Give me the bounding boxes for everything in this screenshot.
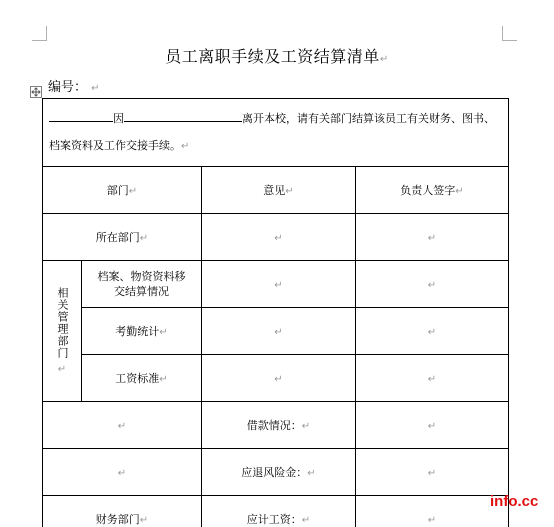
page-corner-mark-top-left bbox=[32, 26, 47, 41]
name-blank[interactable] bbox=[49, 109, 113, 122]
paragraph-mark: ↵ bbox=[57, 364, 67, 375]
paragraph-mark: ↵ bbox=[455, 186, 464, 197]
opinion-cell[interactable] bbox=[202, 214, 356, 261]
salary-standard-cell: 工资标准↵ bbox=[82, 355, 202, 402]
paragraph-mark: ↵ bbox=[139, 515, 149, 526]
paragraph-mark: ↵ bbox=[427, 373, 437, 385]
paragraph-mark: ↵ bbox=[285, 186, 294, 197]
table-row bbox=[43, 261, 509, 308]
finance-department-cell: 财务部门↵ bbox=[43, 496, 202, 527]
clearance-table bbox=[42, 98, 509, 527]
paragraph-mark: ↵ bbox=[91, 83, 100, 94]
signature-cell[interactable] bbox=[356, 402, 509, 449]
intro-line-1-text: 离开本校，请有关部门结算该员工有关财务、图书、 bbox=[242, 112, 495, 125]
table-row bbox=[43, 214, 509, 261]
intro-cell bbox=[43, 99, 509, 167]
signature-cell[interactable] bbox=[356, 308, 509, 355]
table-row bbox=[43, 496, 509, 527]
paragraph-mark: ↵ bbox=[307, 468, 316, 479]
serial-label: 编号： bbox=[48, 80, 88, 95]
risk-refund-cell: 应退风险金：↵ bbox=[202, 449, 356, 496]
own-department-cell: 所在部门↵ bbox=[43, 214, 202, 261]
paragraph-mark: ↵ bbox=[274, 232, 283, 244]
table-row bbox=[43, 308, 509, 355]
title-text: 员工离职手续及工资结算清单 bbox=[165, 47, 380, 66]
header-opinion: 意见↵ bbox=[202, 167, 356, 214]
watermark-logo: info.cc bbox=[490, 493, 539, 510]
paragraph-mark: ↵ bbox=[427, 279, 437, 291]
archives-materials-cell: 档案、物资资料移交结算情况 bbox=[82, 261, 202, 308]
reason-word: 因 bbox=[113, 112, 124, 125]
intro-line-2-text: 档案资料及工作交接手续。 bbox=[49, 139, 181, 152]
intro-row bbox=[43, 99, 509, 167]
document-title bbox=[0, 44, 554, 67]
empty-department-cell[interactable] bbox=[43, 449, 202, 496]
intro-line-2 bbox=[49, 132, 502, 160]
page-corner-mark-top-right bbox=[502, 26, 517, 41]
header-row bbox=[43, 167, 509, 214]
opinion-cell[interactable] bbox=[202, 308, 356, 355]
paragraph-mark: ↵ bbox=[159, 374, 168, 385]
table-move-handle-icon[interactable] bbox=[30, 86, 42, 98]
paragraph-mark: ↵ bbox=[274, 326, 283, 338]
related-departments-group-cell bbox=[43, 261, 82, 402]
serial-number-line bbox=[48, 76, 100, 95]
header-signature: 负责人签字↵ bbox=[356, 167, 509, 214]
signature-cell[interactable] bbox=[356, 496, 509, 527]
signature-cell[interactable] bbox=[356, 355, 509, 402]
table-row bbox=[43, 402, 509, 449]
paragraph-mark: ↵ bbox=[427, 514, 437, 526]
paragraph-mark: ↵ bbox=[301, 421, 311, 432]
empty-department-cell[interactable] bbox=[43, 402, 202, 449]
reason-blank[interactable] bbox=[124, 109, 242, 122]
paragraph-mark: ↵ bbox=[427, 420, 437, 432]
paragraph-mark: ↵ bbox=[128, 186, 138, 197]
payable-salary-cell: 应计工资：↵ bbox=[202, 496, 356, 527]
intro-line-1 bbox=[49, 105, 502, 132]
paragraph-mark: ↵ bbox=[139, 233, 149, 244]
table-row bbox=[43, 355, 509, 402]
loan-cell: 借款情况：↵ bbox=[202, 402, 356, 449]
attendance-cell: 考勤统计↵ bbox=[82, 308, 202, 355]
signature-cell[interactable] bbox=[356, 261, 509, 308]
paragraph-mark: ↵ bbox=[379, 54, 389, 65]
opinion-cell[interactable] bbox=[202, 261, 356, 308]
paragraph-mark: ↵ bbox=[301, 515, 311, 526]
table-row bbox=[43, 449, 509, 496]
related-departments-label: 相关管理部门 bbox=[56, 287, 69, 359]
paragraph-mark: ↵ bbox=[427, 326, 437, 338]
paragraph-mark: ↵ bbox=[427, 467, 437, 479]
paragraph-mark: ↵ bbox=[159, 327, 168, 338]
paragraph-mark: ↵ bbox=[117, 420, 127, 432]
signature-cell[interactable] bbox=[356, 449, 509, 496]
paragraph-mark: ↵ bbox=[274, 279, 283, 291]
paragraph-mark: ↵ bbox=[274, 373, 283, 385]
signature-cell[interactable] bbox=[356, 214, 509, 261]
opinion-cell[interactable] bbox=[202, 355, 356, 402]
header-department: 部门↵ bbox=[43, 167, 202, 214]
paragraph-mark: ↵ bbox=[181, 141, 190, 152]
paragraph-mark: ↵ bbox=[427, 232, 437, 244]
paragraph-mark: ↵ bbox=[117, 467, 127, 479]
